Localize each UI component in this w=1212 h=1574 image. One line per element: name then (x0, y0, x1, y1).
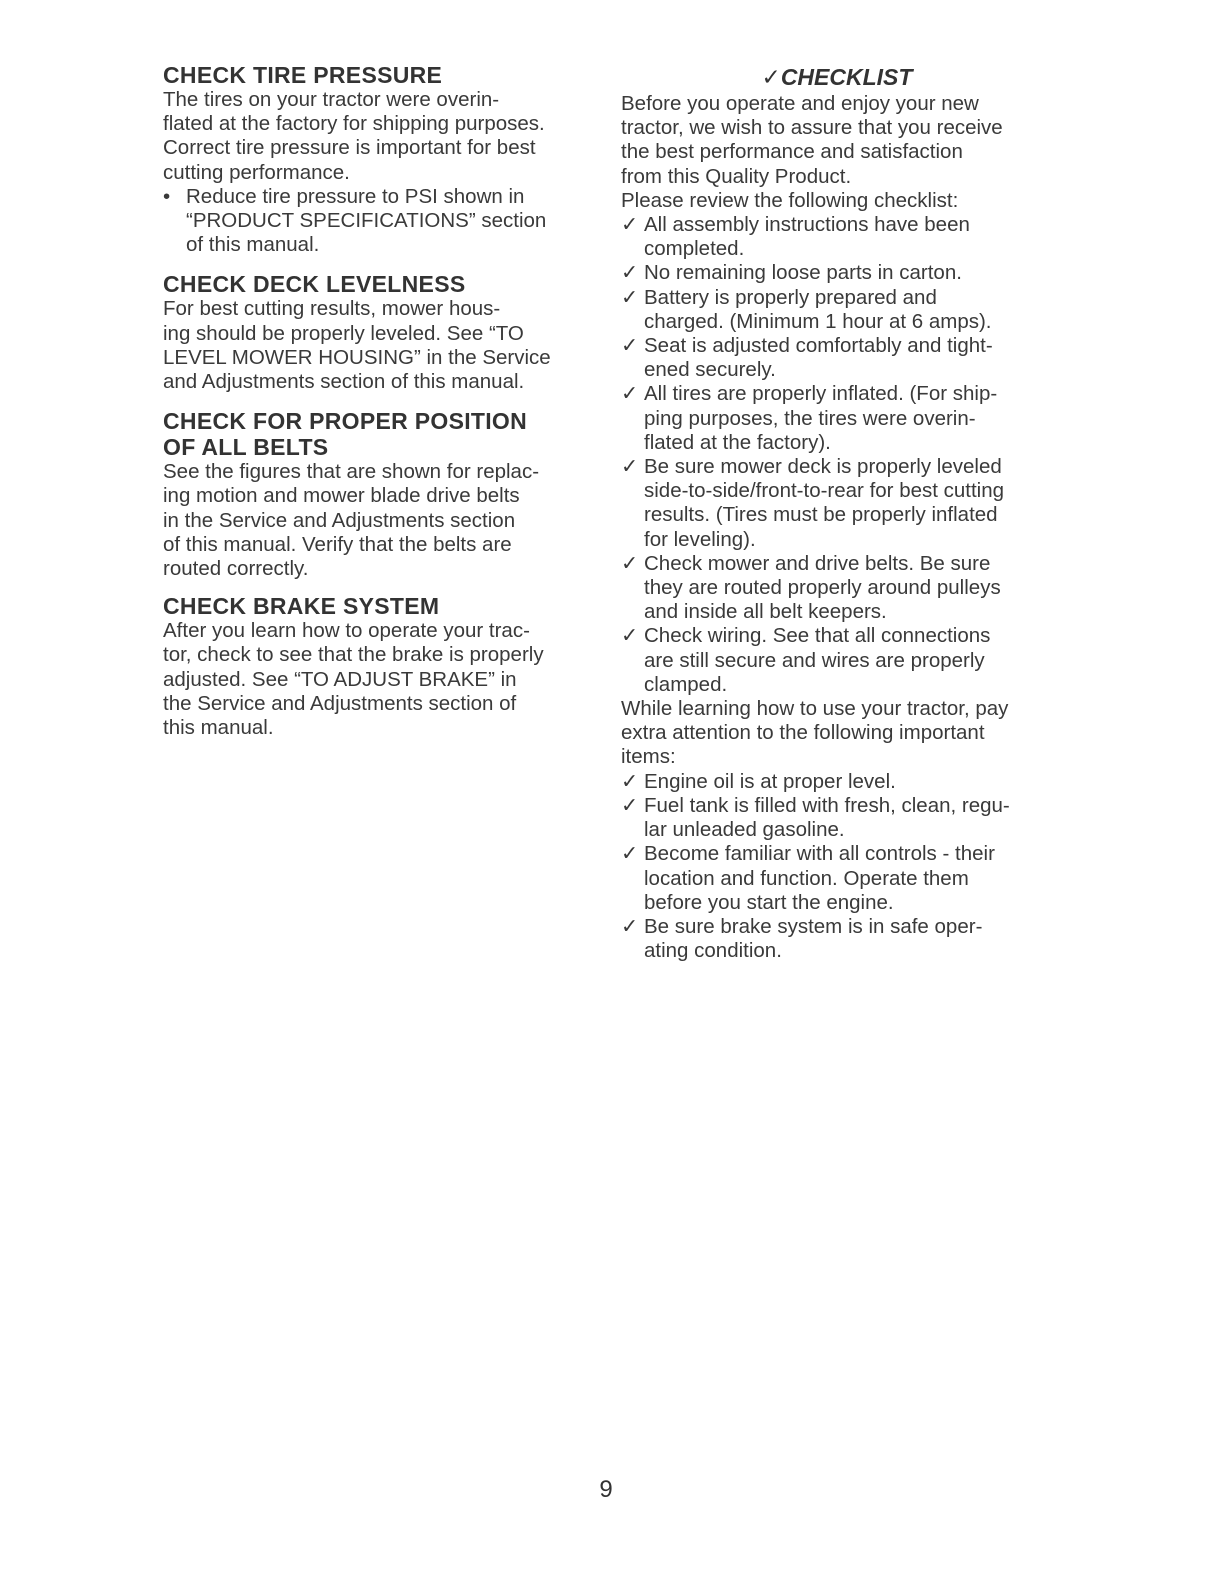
checklist-item: ✓ Check wiring. See that all connections are still secure and wires are properly clamped. (621, 624, 991, 696)
learning-item: ✓ Fuel tank is filled with fresh, clean, regu- lar unleaded gasoline. (621, 793, 1010, 842)
learning-item: ✓ Engine oil is at proper level. (621, 769, 896, 793)
check-icon: ✓ (621, 624, 639, 648)
page-number: 9 (599, 1476, 613, 1503)
checklist-item: ✓ All assembly instructions have been completed. (621, 213, 970, 261)
tire-pressure-heading: CHECK TIRE PRESSURE (163, 62, 443, 88)
belts-heading: CHECK FOR PROPER POSITION OF ALL BELTS (163, 408, 528, 461)
deck-levelness-heading: CHECK DECK LEVELNESS (163, 271, 466, 298)
tire-pressure-text: The tires on your tractor were overin- flated at the factory for shipping purposes. Correct tire pressure is important for best cutting performance. (163, 88, 545, 184)
learning-item: ✓ Be sure brake system is in safe oper- ating condition. (621, 914, 983, 963)
tire-pressure-bullet-text: Reduce tire pressure to PSI shown in “PRODUCT SPECIFICATIONS” section of this manual. (186, 184, 547, 257)
learning-intro: While learning how to use your tractor, pay extra attention to the following important items: (621, 697, 1009, 769)
check-icon: ✓ (621, 551, 639, 575)
left-column (163, 62, 595, 740)
checklist-item: ✓ Check mower and drive belts. Be sure they are routed properly around pulleys and inside all belt keepers. (621, 551, 1001, 624)
brake-system-text: After you learn how to operate your trac- tor, check to see that the brake is properly adjusted. See “TO ADJUST BRAKE” in the Service and Adjustments section of this manual. (163, 619, 544, 740)
belts-text: See the figures that are shown for replac- ing motion and mower blade drive belts in the Service and Adjustments section of this manual. Verify that the belts are routed correctly. (163, 460, 540, 581)
checklist-item: ✓ All tires are properly inflated. (For ship- ping purposes, the tires were overin- flated at the factory). (621, 382, 998, 454)
tire-pressure-bullet (163, 185, 595, 258)
checklist-item: ✓ Battery is properly prepared and charged. (Minimum 1 hour at 6 amps). (621, 285, 992, 333)
check-icon: ✓ (621, 261, 639, 285)
check-icon: ✓ (621, 285, 639, 309)
checklist-title: ✓CHECKLIST (761, 64, 913, 90)
learning-item: ✓ Become familiar with all controls - their location and function. Operate them before you start the engine. (621, 842, 995, 914)
check-icon: ✓ (621, 793, 639, 817)
checklist-item: ✓ Be sure mower deck is properly leveled side-to-side/front-to-rear for best cutting results. (Tires must be properly inflated for leveling). (621, 455, 1005, 551)
check-icon: ✓ (621, 213, 639, 237)
check-icon: ✓ (621, 914, 639, 938)
checklist-items (621, 213, 1053, 697)
deck-levelness-text: For best cutting results, mower hous- ing should be properly leveled. See “TO LEVEL MOWER HOUSING” in the Service and Adjustments section of this manual. (163, 297, 551, 394)
checklist-item: ✓ No remaining loose parts in carton. (621, 261, 962, 285)
checklist-intro: Before you operate and enjoy your new tractor, we wish to assure that you receive the best performance and satisfaction from this Quality Product. Please review the following checklist: (621, 92, 1003, 212)
check-icon: ✓ (621, 334, 639, 358)
right-column (621, 62, 1053, 963)
bullet-icon: • (163, 184, 171, 208)
check-icon: ✓ (621, 769, 639, 793)
brake-system-heading: CHECK BRAKE SYSTEM (163, 593, 440, 620)
check-icon: ✓ (621, 842, 639, 866)
check-icon: ✓ (621, 382, 639, 406)
checklist-item: ✓ Seat is adjusted comfortably and tight- ened securely. (621, 334, 993, 382)
check-icon: ✓ (621, 455, 639, 479)
learning-items (621, 770, 1053, 964)
